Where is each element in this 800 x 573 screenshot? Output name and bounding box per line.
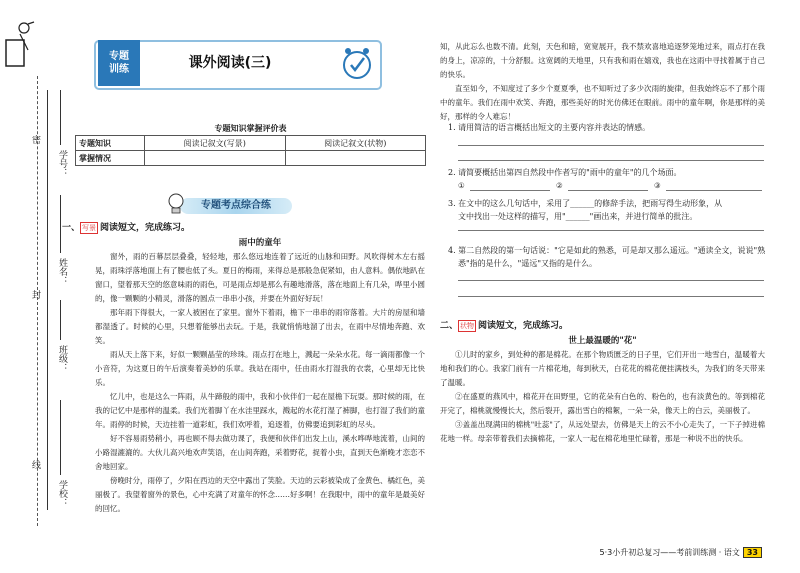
seal-char-1: 密 [30,135,40,144]
table-cell: 阅读记叙文(写景) [145,136,286,151]
table-row-head: 掌握情况 [76,151,145,166]
question-1-4b: 悉"指的是什么，"遥远"又指的是什么。 [458,259,598,268]
school-field[interactable] [60,400,61,475]
name-field[interactable] [60,195,61,253]
question-2-heading [440,318,568,332]
class-label: 班级： [57,345,67,372]
section-ribbon: 专题考点综合练 [180,198,292,214]
passage-2-title: 世上最温暖的"花" [568,336,637,346]
topic-badge [98,40,140,86]
passage-paragraph: 窗外，雨的百幕层层叠叠，轻轻地，那么悠远地连着了远近的山脉和田野。风吹得树木左右摇晃，雨珠浮落地面上有了腰也低了头。夏日的梅雨，来得总是那般急促紧如，由人意料。偶依地趴在窗口，望着那天空的悠意味雨的雨色，可是雨点却是那么有趣地滑落，落在地面上有几朵，哗里小圆的，像一颗颗的小精灵，滑落的圆点一串串小孩，并要在外面好好玩！ [95,252,425,303]
passage-paragraph: 好不容易雨势稍小，再也顾不得去做功课了，我便和伙伴们出发上山，溪水哗哗地流着，山间的小路湿漉漉的。大伙儿高兴地欢声笑语，在山间奔跑，采着野花，捉着小虫，直到天色渐晚才恋恋不舍地回家。 [95,434,425,471]
passage-paragraph: 知，从此忘么也数不清。此刻，天色和暗，宽宽展开，我不禁欢喜地追逐梦笼地过来，雨点打在我的身上，凉凉的，十分舒服。这宽阔的天地里，只有我和雨在嬉戏，我也在这雨中寻找着属于自己的快乐。 [440,42,765,79]
student-number-field[interactable] [60,90,61,145]
evaluation-table [75,121,426,166]
topic-badge-text: 专题 训练 [109,51,129,75]
answer-line[interactable] [458,230,764,231]
genre-tag: 状物 [460,322,475,330]
mascot-doodle-icon [4,20,38,70]
answer-line[interactable] [568,190,648,191]
seal-char-3: 线 [30,460,40,469]
passage-paragraph: 忆儿中，也是这么一阵雨，从牛蹄般的雨中，我和小伙伴们一起在屋檐下玩耍。那时候的雨，在我的记忆中是那样的温柔。我们光着脚丫在水洼里踩水，溅起的水花打湿了裤脚，也打湿了我们的童年。雨停的时候，天边挂着一道彩虹，我们欢呼着，追逐着，仿佛要追到彩虹的尽头。 [95,392,425,429]
name-label: 姓名： [57,258,67,285]
binding-rule [47,90,48,510]
page-number: 33 [743,547,762,558]
table-row-head: 专题知识 [76,136,145,151]
question-1-4a: 4. 第二自然段的第一句话说："它是如此的熟悉，可是却又那么遥远。"通读全文，说说"熟 [448,246,766,255]
answer-line[interactable] [458,280,764,281]
passage-paragraph: ①儿时的家乡，到处种的都是棉花。在那个物质匮乏的日子里，它们开出一地雪白，温暖着大地和我们的心。我家门前有一片棉花地，每到秋天，白花花的棉花便挂满枝头，为我们的冬天带来了温暖。 [440,350,765,387]
question-1-instruction: 阅读短文，完成练习。 [100,223,191,233]
mastery-cell-1[interactable] [145,151,286,166]
answer-line[interactable] [470,190,550,191]
table-cell: 阅读记叙文(状物) [285,136,426,151]
passage-paragraph: 直至如今，不知度过了多少个夏夏季，也不知听过了多少次雨的旋律，但我始终忘不了那个雨中的童年。我们在雨中欢笑、奔跑，那些美好的时光仿佛还在眼前。雨中的童年啊，你是那样的美好，那样的令人难忘！ [440,84,765,121]
answer-line[interactable] [458,296,764,297]
passage-2-body [440,348,765,540]
answer-line[interactable] [666,190,762,191]
footer-text: 5·3小升初总复习——考前训练测 · 语文 [599,548,740,557]
passage-1-title: 雨中的童年 [238,238,282,248]
mastery-cell-2[interactable] [285,151,426,166]
passage-paragraph: 雨从天上落下来，好似一颗颗晶莹的珍珠。雨点打在地上，溅起一朵朵水花。每一滴雨都像一个小音符，为这夏日的午后演奏着美妙的乐章。我站在雨中，任由雨水打湿我的衣裳，心里却无比快乐。 [95,350,425,387]
answer-line[interactable] [458,145,764,146]
passage-1-body [95,250,425,545]
question-2-instruction: 阅读短文，完成练习。 [478,321,569,331]
evaluation-table-caption: 专题知识掌握评价表 [214,123,287,133]
binding-gutter [0,0,95,573]
question-1-heading [62,220,190,234]
answer-line[interactable] [458,160,764,161]
option-marker: ② [556,181,563,190]
lightbulb-mascot-icon [165,192,187,216]
question-1-1: 1. 请用简洁的语言概括出短文的主要内容并表达的情感。 [448,123,651,132]
passage-paragraph: 那年雨下得很大，一家人被困在了家里。窗外下着雨，檐下一串串的雨帘落着。大片的房屋和墙都湿透了。时候的心里，只想着能够出去玩。于是，我就悄悄地溜了出去，在雨中尽情地奔跑、欢笑。 [95,308,425,345]
page-title: 课外阅读(三) [188,55,272,71]
school-label: 学校： [57,480,67,507]
question-1-3b: 文中找出一处这样的描写，用"______"画出来，并进行简单的批注。 [458,212,698,221]
class-field[interactable] [60,300,61,340]
passage-paragraph: ③盖盖出现满田的棉桃"吐蕊"了，从远处望去，仿佛是天上的云不小心走失了，一下子掉进棉花地一样。母亲带着我们去摘棉花，一家人一起在棉花地里忙碌着，那是一种说不出的快乐。 [440,420,765,443]
student-number-label: 学号： [57,150,67,177]
question-1-2: 2. 请简要概括出第四自然段中作者写的"雨中的童年"的几个场面。 [448,168,682,177]
seal-char-2: 封 [30,290,40,299]
page-footer [600,547,763,558]
passage-1-continuation [440,40,765,122]
passage-paragraph: 傍晚时分，雨停了，夕阳在西边的天空中露出了笑脸。天边的云彩被染成了金黄色、橘红色，美丽极了。我望着窗外的景色，心中充满了对童年的怀念……好多啊！在我眼中，雨中的童年是最美好的回忆。 [95,476,425,513]
question-1-number: 一、 [62,223,81,233]
passage-paragraph: ②在盛夏的燕风中，棉花开在田野里，它的花朵有白色的、粉色的，也有淡黄色的。等到棉花开完了，棉桃就慢慢长大，然后裂开，露出雪白的棉絮，一朵一朵，像天上的白云，美丽极了。 [440,392,765,415]
question-1-3a: 3. 在文中的这么几句话中，采用了______的修辞手法，把雨写得生动形象，从 [448,199,723,208]
alarm-clock-icon [340,44,374,82]
option-marker: ③ [654,181,661,190]
option-marker: ① [458,181,465,190]
genre-tag: 写景 [82,224,97,232]
question-2-number: 二、 [440,321,459,331]
